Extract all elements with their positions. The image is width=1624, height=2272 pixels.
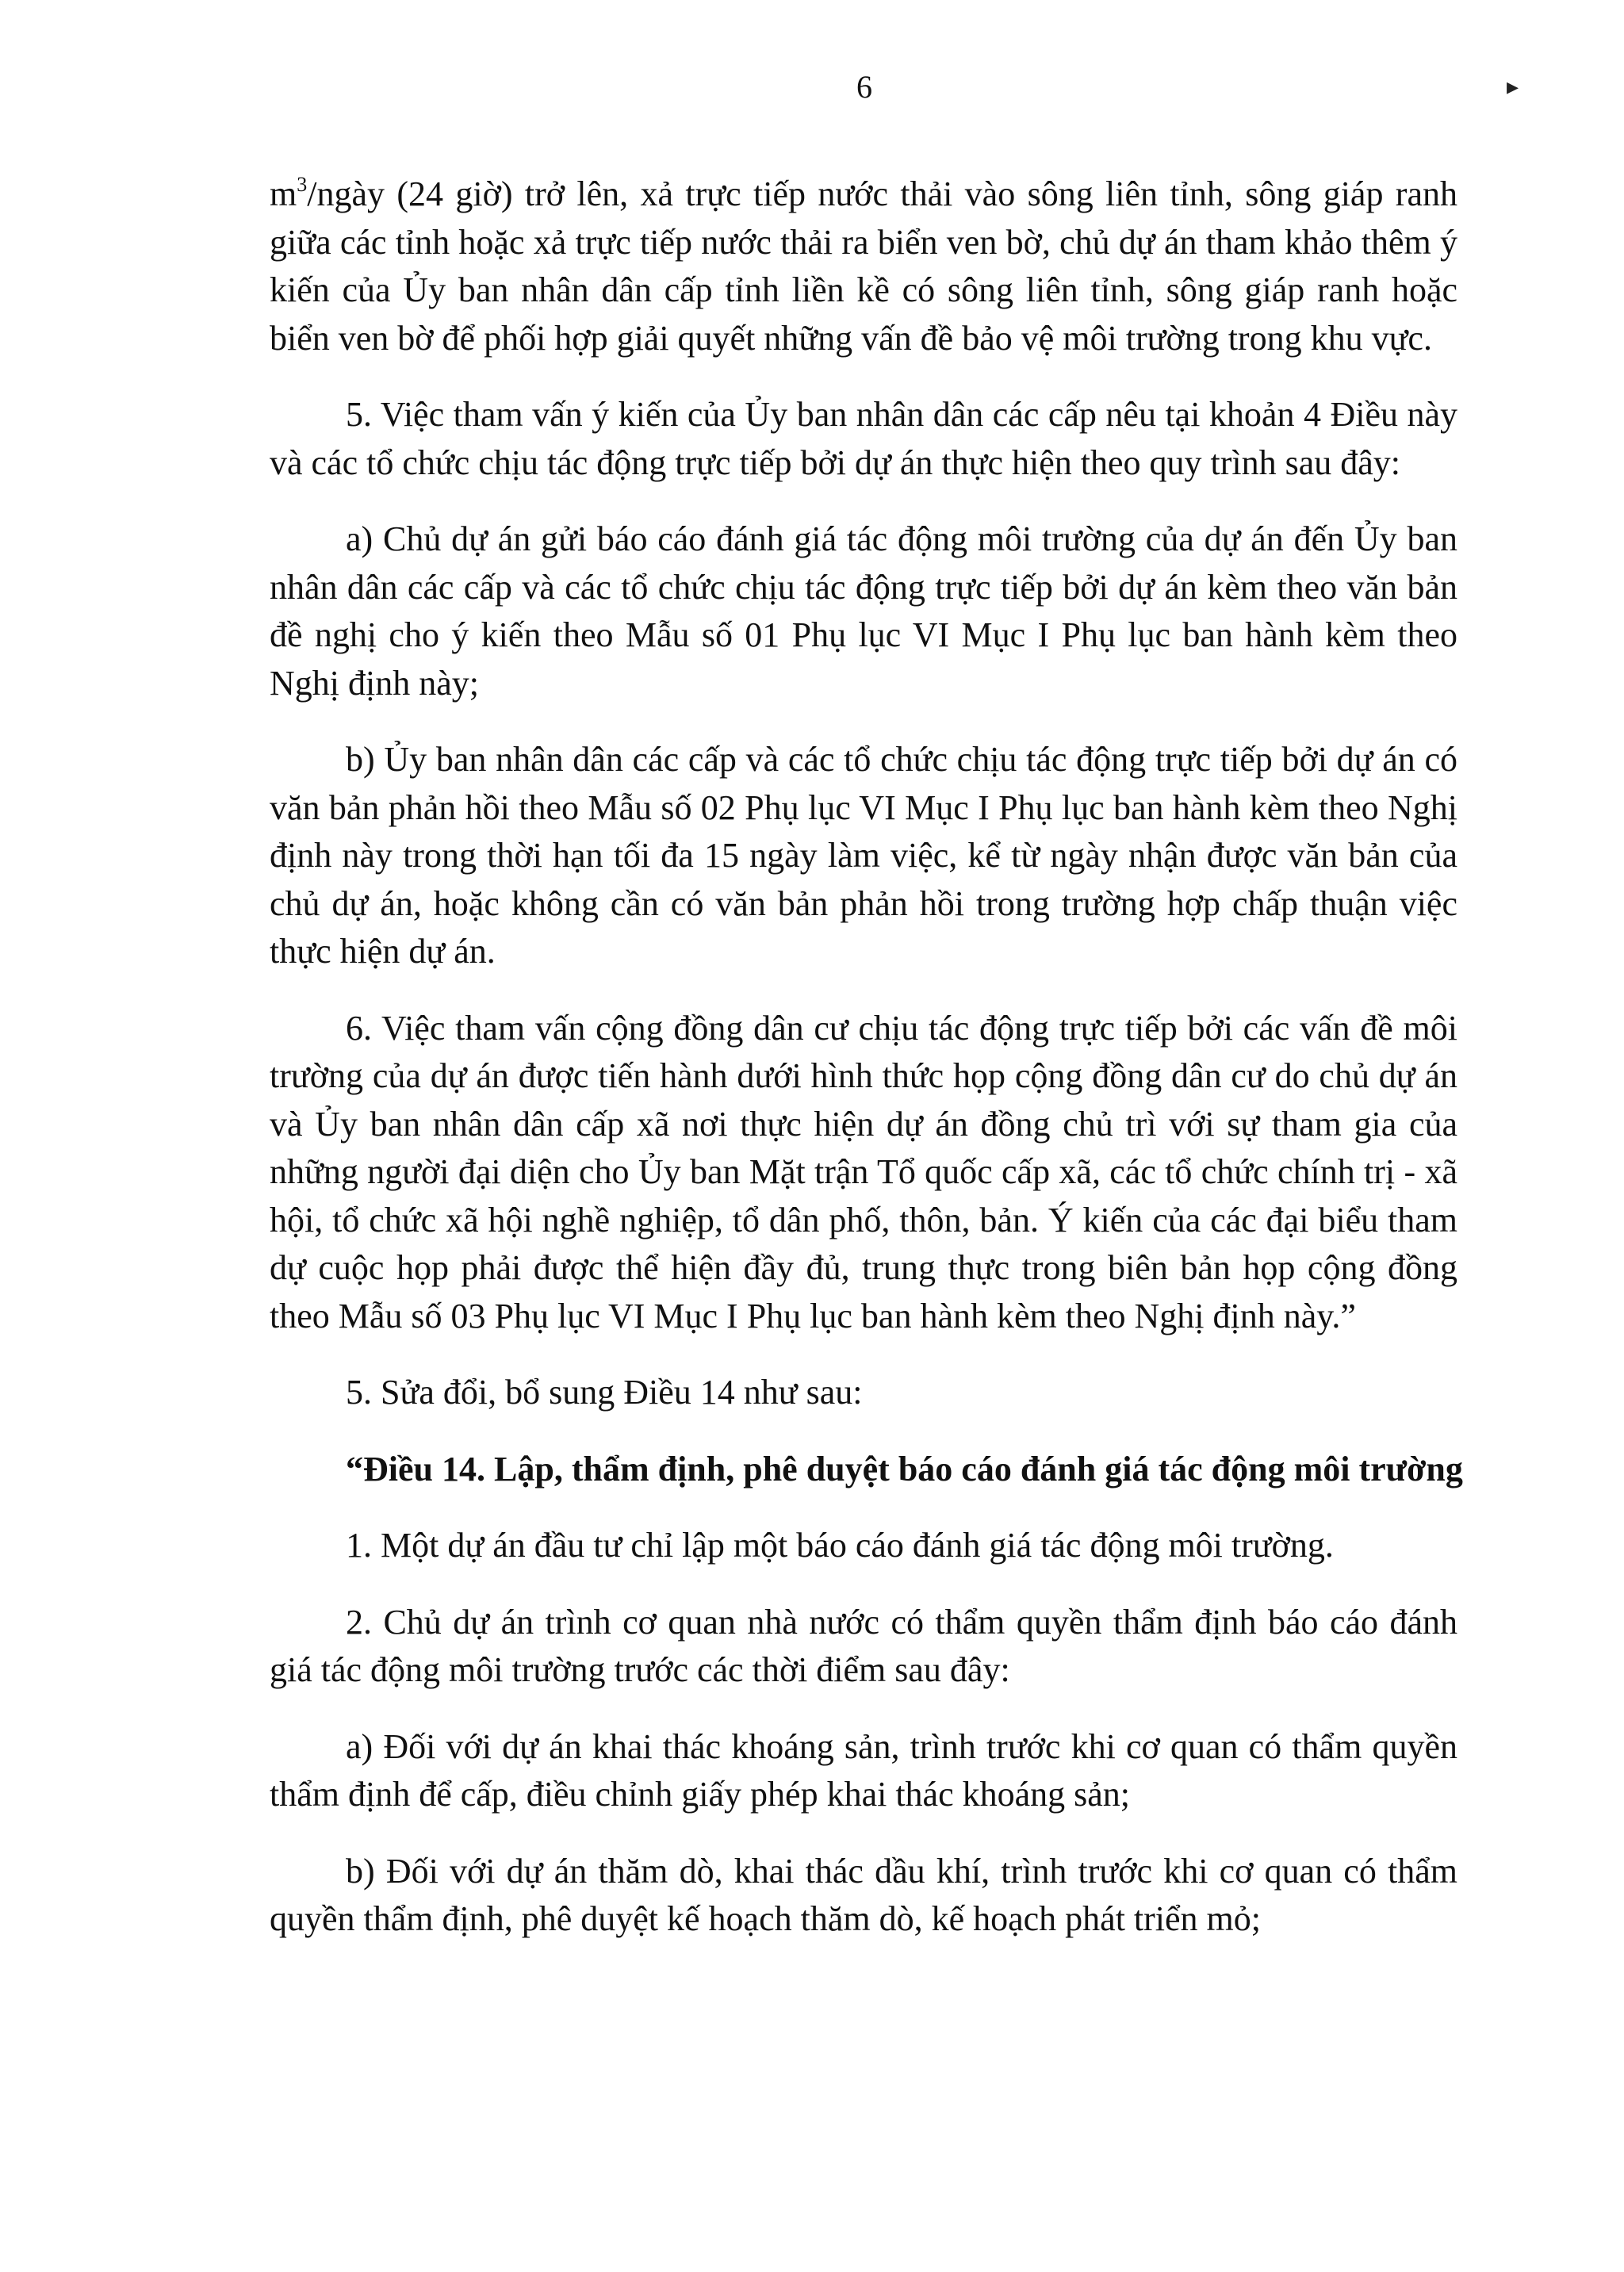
paragraph-continuation bbox=[270, 170, 1457, 362]
paragraph-text: /ngày (24 giờ) trở lên, xả trực tiếp nước thải vào sông liên tỉnh, sông giáp ranh giữa các tỉnh hoặc xả trực tiếp nước thải ra biển ven bờ, chủ dự án tham khảo thêm ý kiến của Ủy ban nhân dân cấp tỉnh liền kề có sông liên tỉnh, sông giáp ranh hoặc biển ven bờ để phối hợp giải quyết những vấn đề bảo vệ môi trường trong khu vực. bbox=[270, 174, 1457, 358]
page-number: 6 bbox=[856, 69, 872, 105]
paragraph-article14-point-b: b) Đối với dự án thăm dò, khai thác dầu khí, trình trước khi cơ quan có thẩm quyền thẩm định, phê duyệt kế hoạch thăm dò, kế hoạch phát triển mỏ; bbox=[270, 1851, 1457, 1938]
paragraph-article14-point-a: a) Đối với dự án khai thác khoáng sản, trình trước khi cơ quan có thẩm quyền thẩm định để cấp, điều chỉnh giấy phép khai thác khoáng sản; bbox=[270, 1726, 1457, 1814]
paragraph-article14-clause-2: 2. Chủ dự án trình cơ quan nhà nước có thẩm quyền thẩm định báo cáo đánh giá tác động môi trường trước các thời điểm sau đây: bbox=[270, 1602, 1457, 1689]
paragraph-amendment-5: 5. Sửa đổi, bổ sung Điều 14 như sau: bbox=[346, 1373, 863, 1412]
unit-prefix: m bbox=[270, 174, 297, 213]
scan-mark: ▸ bbox=[1507, 74, 1519, 100]
paragraph-point-b: b) Ủy ban nhân dân các cấp và các tổ chức chịu tác động trực tiếp bởi dự án có văn bản phản hồi theo Mẫu số 02 Phụ lục VI Mục I Phụ lục ban hành kèm theo Nghị định này trong thời hạn tối đa 15 ngày làm việc, kể từ ngày nhận được văn bản của chủ dự án, hoặc không cần có văn bản phản hồi trong trường hợp chấp thuận việc thực hiện dự án. bbox=[270, 740, 1457, 971]
paragraph-clause-6: 6. Việc tham vấn cộng đồng dân cư chịu tác động trực tiếp bởi các vấn đề môi trường của dự án được tiến hành dưới hình thức họp cộng đồng dân cư do chủ dự án và Ủy ban nhân dân cấp xã nơi thực hiện dự án đồng chủ trì với sự tham gia của những người đại diện cho Ủy ban Mặt trận Tổ quốc cấp xã, các tổ chức chính trị - xã hội, tổ chức xã hội nghề nghiệp, tổ dân phố, thôn, bản. Ý kiến của các đại biểu tham dự cuộc họp phải được thể hiện đầy đủ, trung thực trong biên bản họp cộng đồng theo Mẫu số 03 Phụ lục VI Mục I Phụ lục ban hành kèm theo Nghị định này.” bbox=[270, 1008, 1457, 1335]
paragraph-article14-clause-1: 1. Một dự án đầu tư chỉ lập một báo cáo đánh giá tác động môi trường. bbox=[346, 1526, 1334, 1565]
document-body bbox=[270, 170, 1463, 1944]
paragraph-point-a: a) Chủ dự án gửi báo cáo đánh giá tác động môi trường của dự án đến Ủy ban nhân dân các cấp và các tổ chức chịu tác động trực tiếp bởi dự án kèm theo văn bản đề nghị cho ý kiến theo Mẫu số 01 Phụ lục VI Mục I Phụ lục ban hành kèm theo Nghị định này; bbox=[270, 519, 1457, 703]
unit-superscript: 3 bbox=[297, 173, 308, 196]
paragraph-clause-5: 5. Việc tham vấn ý kiến của Ủy ban nhân dân các cấp nêu tại khoản 4 Điều này và các tổ chức chịu tác động trực tiếp bởi dự án thực hiện theo quy trình sau đây: bbox=[270, 395, 1457, 482]
article-14-heading: “Điều 14. Lập, thẩm định, phê duyệt báo cáo đánh giá tác động môi trường bbox=[346, 1449, 1463, 1488]
